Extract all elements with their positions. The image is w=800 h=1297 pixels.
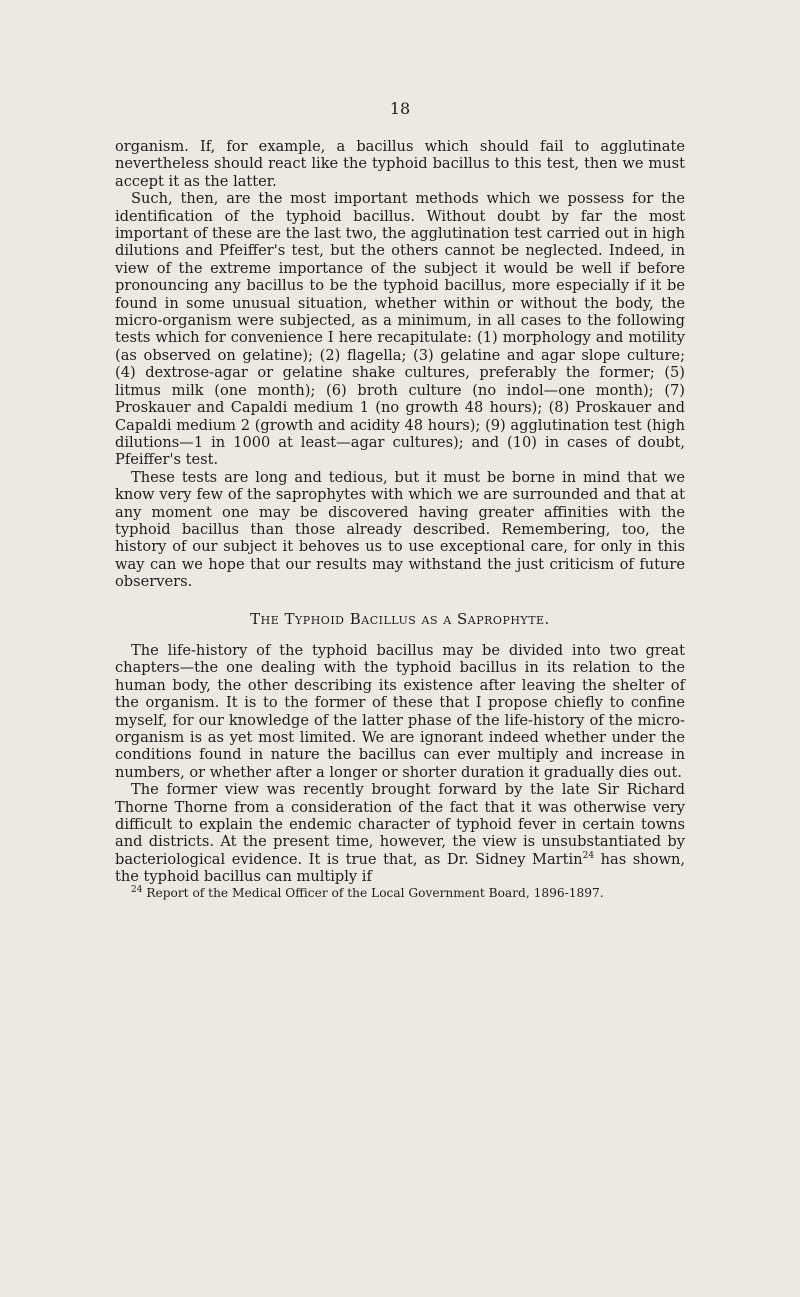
section-heading: The Typhoid Bacillus as a Saprophyte. <box>250 609 550 628</box>
footnote-mark: 24 <box>131 884 143 895</box>
page-number: 18 <box>389 99 411 118</box>
paragraph-text: The former view was recently brought forward by the late Sir Richard Thorne Thorne from a consideration of the fact that it was otherwise very difficult to explain the endemic character of typhoid fever in certain towns and districts. At the present time, however, the view is unsubstantiated by bacteriological evidence. It is true that, as Dr. Sidney Martin <box>115 781 685 868</box>
paragraph: The life-history of the typhoid bacillus may be divided into two great chapters—the one dealing with the typhoid bacillus in its relation to the human body, the other describing its existence after leaving the shelter of the organism. It is to the former of these that I propose chiefly to confine myself, for our knowledge of the latter phase of the life-history of the micro-organism is as yet most limited. We are ignorant indeed whether under the conditions found in nature the bacillus can ever multiply and increase in numbers, or whether after a longer or shorter duration it gradually dies out. <box>115 641 685 781</box>
paragraph <box>115 781 685 885</box>
footnote-reference: 24 <box>582 850 595 861</box>
paragraph: Such, then, are the most important methods which we possess for the identification of the typhoid bacillus. Without doubt by far the most important of these are the last two, the agglutination test carried out in high dilutions and Pfeiffer's test, but the others cannot be neglected. Indeed, in view of the extreme importance of the subject it would be well if before pronouncing any bacillus to be the typhoid bacillus, more especially if it be found in some unusual situation, whether within or without the body, the micro-organism were subjected, as a minimum, in all cases to the following tests which for convenience I here recapitulate: (1) morphology and motility (as observed on gelatine); (2) flagella; (3) gelatine and agar slope culture; (4) dextrose-agar or gelatine shake cultures, preferably the former; (5) litmus milk (one month); (6) broth culture (no indol—one month); (7) Proskauer and Capaldi medium 1 (no growth 48 hours); (8) Proskauer and Capaldi medium 2 (growth and acidity 48 hours); (9) agglutination test (high dilutions—1 in 1000 at least—agar cultures); and (10) in cases of doubt, Pfeiffer's test. <box>115 190 685 469</box>
footnote-text: Report of the Medical Officer of the Local Government Board, 1896-1897. <box>142 885 604 900</box>
page-body <box>115 138 685 900</box>
paragraph: These tests are long and tedious, but it must be borne in mind that we know very few of the saprophytes with which we are surrounded and that at any moment one may be discovered having greater affinities with the typhoid bacillus than those already described. Remembering, too, the history of our subject it behoves us to use exceptional care, for only in this way can we hope that our results may withstand the just criticism of future observers. <box>115 468 685 591</box>
paragraph: organism. If, for example, a bacillus which should fail to agglutinate nevertheless should react like the typhoid bacillus to this test, then we must accept it as the latter. <box>115 138 685 190</box>
footnote <box>115 886 685 900</box>
paragraph-text-tail: has shown, the typhoid bacillus can multiply if <box>115 850 685 886</box>
